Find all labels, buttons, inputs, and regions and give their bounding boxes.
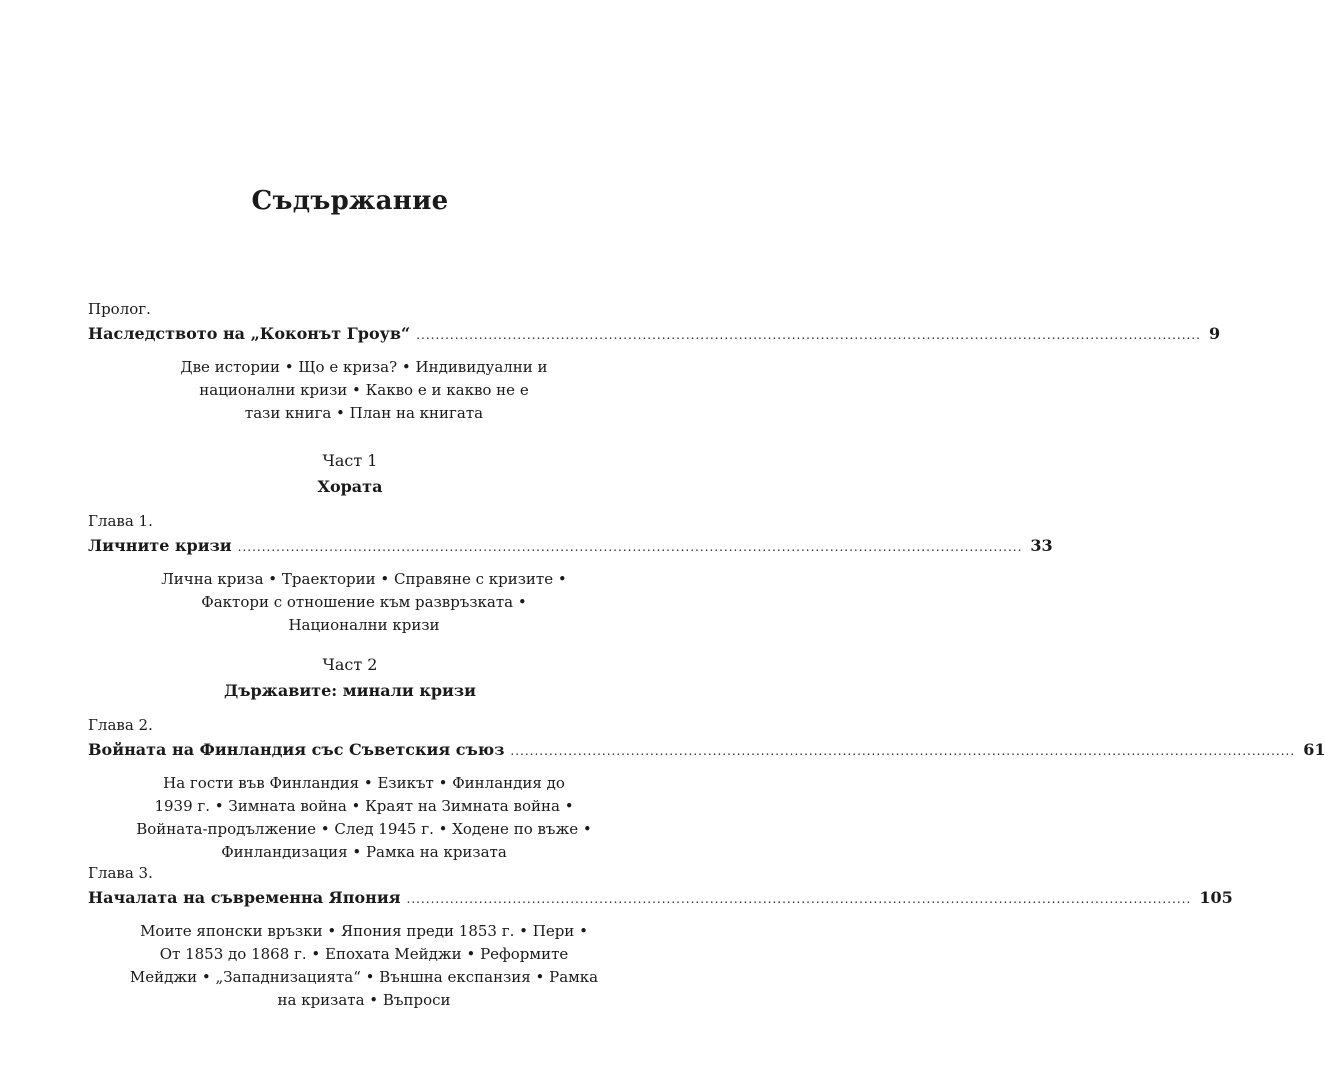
toc-entry-chapter-3 (88, 863, 1233, 1012)
entry-summary (88, 772, 640, 864)
page-number: 33 (1030, 536, 1053, 555)
dot-leader: ................................................................................................................................................................... (416, 328, 1201, 342)
summary-line: тази книга • План на книгата (244, 404, 484, 422)
entry-label: Глава 3. (88, 864, 153, 882)
page-number: 61 (1303, 740, 1325, 759)
entry-summary (88, 356, 640, 425)
summary-line: Войната-продължение • След 1945 г. • Ходене по въже • (136, 820, 592, 838)
page-number: 9 (1208, 324, 1221, 343)
summary-line: Лична криза • Траектории • Справяне с кризите • (161, 570, 567, 588)
entry-heading: Войната на Финландия със Съветския съюз (88, 740, 505, 759)
entry-label: Глава 1. (88, 512, 153, 530)
entry-heading: Наследството на „Коконът Гроув“ (88, 324, 411, 343)
entry-label: Пролог. (88, 300, 151, 318)
toc-entry-chapter-2 (88, 715, 1325, 864)
entry-heading: Личните кризи (88, 536, 232, 555)
entry-heading: Началата на съвременна Япония (88, 888, 401, 907)
toc-entry-chapter-1 (88, 511, 1053, 637)
summary-line: на кризата • Въпроси (277, 991, 451, 1009)
summary-line: Национални кризи (288, 616, 440, 634)
summary-line: Две истории • Що е криза? • Индивидуални и (180, 358, 548, 376)
summary-line: Моите японски връзки • Япония преди 1853 г. • Пери • (140, 922, 588, 940)
summary-line: От 1853 до 1868 г. • Епохата Мейджи • Реформите (159, 945, 569, 963)
entry-heading-line[interactable] (88, 535, 1053, 558)
summary-line: Финландизация • Рамка на кризата (221, 843, 507, 861)
summary-line: национални кризи • Какво е и какво не е (199, 381, 529, 399)
entry-heading-line[interactable] (88, 739, 1325, 762)
entry-summary (88, 920, 640, 1012)
summary-line: Мейджи • „Западнизацията“ • Външна експанзия • Рамка (129, 968, 599, 986)
dot-leader: ................................................................................................................................................................... (406, 892, 1192, 906)
entry-summary (88, 568, 640, 637)
entry-heading-line[interactable] (88, 887, 1233, 910)
entry-heading-line[interactable] (88, 323, 1221, 346)
summary-line: 1939 г. • Зимната война • Краят на Зимната война • (154, 797, 574, 815)
part-label: Част 2 (322, 655, 378, 674)
page-title: Съдържание (251, 186, 449, 216)
part-title: Държавите: минали кризи (223, 681, 476, 700)
part-title: Хората (317, 477, 383, 496)
entry-label: Глава 2. (88, 716, 153, 734)
part-heading-1 (0, 450, 700, 498)
summary-line: На гости във Финландия • Езикът • Финландия до (163, 774, 565, 792)
dot-leader: ................................................................................................................................................................... (237, 540, 1023, 554)
part-label: Част 1 (322, 451, 378, 470)
page-number: 105 (1199, 888, 1233, 907)
part-heading-2 (0, 654, 700, 702)
toc-entry-prologue (88, 299, 1221, 425)
dot-leader: ................................................................................................................................................................... (510, 744, 1296, 758)
summary-line: Фактори с отношение към развръзката • (201, 593, 527, 611)
